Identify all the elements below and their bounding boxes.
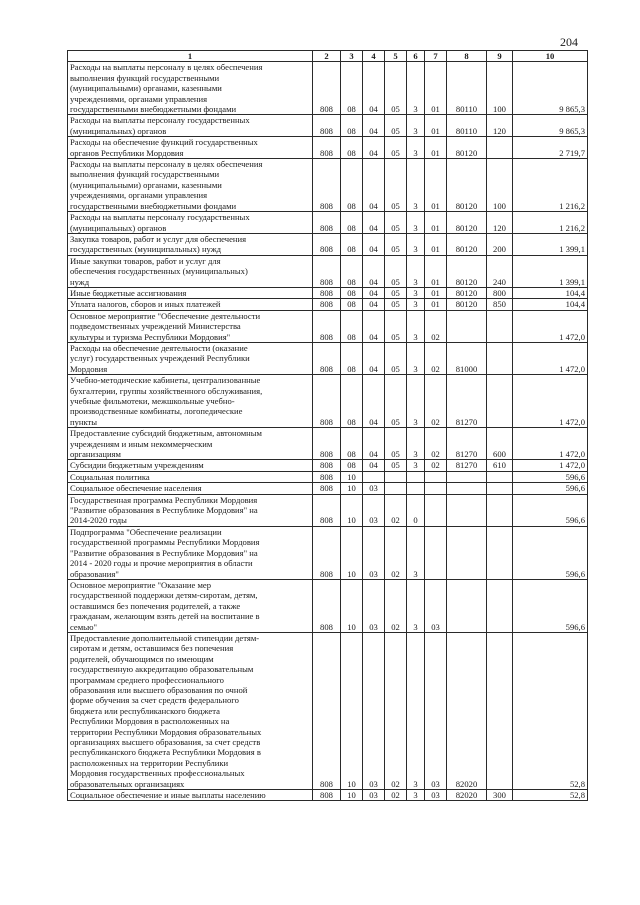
row-code: 02 bbox=[385, 494, 407, 526]
row-code: 808 bbox=[313, 790, 341, 801]
row-code: 08 bbox=[341, 62, 363, 115]
row-code: 04 bbox=[363, 342, 385, 374]
row-code: 08 bbox=[341, 233, 363, 255]
row-code: 03 bbox=[425, 790, 447, 801]
row-code bbox=[425, 471, 447, 482]
row-code: 05 bbox=[385, 212, 407, 234]
row-code bbox=[487, 526, 513, 579]
row-code bbox=[363, 471, 385, 482]
table-row bbox=[68, 62, 588, 115]
row-code: 3 bbox=[407, 375, 425, 428]
row-amount: 1 472,0 bbox=[513, 460, 588, 471]
row-amount: 104,4 bbox=[513, 299, 588, 310]
row-amount: 1 216,2 bbox=[513, 159, 588, 212]
row-code: 01 bbox=[425, 115, 447, 137]
row-code: 04 bbox=[363, 137, 385, 159]
row-code: 808 bbox=[313, 483, 341, 494]
row-code bbox=[447, 526, 487, 579]
row-code: 808 bbox=[313, 342, 341, 374]
row-description: Подпрограмма "Обеспечение реализации государственной программы Республики Мордовия "Развитие образования в Республике Мордовия" на 2014 - 2020 годы и прочие мероприятия в области образования" bbox=[68, 526, 313, 579]
row-code: 3 bbox=[407, 342, 425, 374]
row-code: 808 bbox=[313, 310, 341, 342]
row-code: 03 bbox=[425, 632, 447, 789]
row-code bbox=[385, 471, 407, 482]
row-code: 3 bbox=[407, 159, 425, 212]
row-code bbox=[425, 483, 447, 494]
row-description: Расходы на обеспечение функций государственных органов Республики Мордовия bbox=[68, 137, 313, 159]
row-code: 04 bbox=[363, 159, 385, 212]
table-row bbox=[68, 310, 588, 342]
row-description: Расходы на обеспечение деятельности (оказание услуг) государственных учреждений Республики Мордовия bbox=[68, 342, 313, 374]
row-amount: 1 399,1 bbox=[513, 233, 588, 255]
row-code bbox=[487, 579, 513, 632]
row-code: 02 bbox=[385, 790, 407, 801]
row-description: Уплата налогов, сборов и иных платежей bbox=[68, 299, 313, 310]
row-code: 05 bbox=[385, 460, 407, 471]
row-code bbox=[447, 494, 487, 526]
row-code bbox=[487, 471, 513, 482]
row-code: 01 bbox=[425, 212, 447, 234]
row-code: 240 bbox=[487, 255, 513, 287]
row-code: 80120 bbox=[447, 233, 487, 255]
table-row bbox=[68, 342, 588, 374]
row-description: Учебно-методические кабинеты, централизованные бухгалтерии, группы хозяйственного обслуживания, учебные фильмотеки, межшкольные учебно- производственные комбинаты, логопедические пункты bbox=[68, 375, 313, 428]
row-description: Основное мероприятие "Оказание мер государственной поддержки детям-сиротам, детям, оставшимся без попечения родителей, а также гражданам, желающим взять детей на воспитание в семью" bbox=[68, 579, 313, 632]
row-code: 120 bbox=[487, 212, 513, 234]
row-code: 03 bbox=[363, 483, 385, 494]
row-amount: 1 216,2 bbox=[513, 212, 588, 234]
row-code bbox=[425, 494, 447, 526]
row-amount: 596,6 bbox=[513, 526, 588, 579]
row-code: 3 bbox=[407, 299, 425, 310]
row-code: 05 bbox=[385, 115, 407, 137]
row-code: 3 bbox=[407, 579, 425, 632]
table-row bbox=[68, 526, 588, 579]
row-code: 82020 bbox=[447, 790, 487, 801]
row-description: Социальное обеспечение населения bbox=[68, 483, 313, 494]
row-code: 02 bbox=[425, 460, 447, 471]
row-code: 10 bbox=[341, 579, 363, 632]
column-header: 6 bbox=[407, 51, 425, 62]
row-code: 81000 bbox=[447, 342, 487, 374]
column-header: 4 bbox=[363, 51, 385, 62]
column-header: 7 bbox=[425, 51, 447, 62]
budget-table bbox=[67, 50, 588, 801]
row-code: 03 bbox=[363, 632, 385, 789]
row-code: 80120 bbox=[447, 137, 487, 159]
row-amount: 52,8 bbox=[513, 632, 588, 789]
row-code bbox=[487, 632, 513, 789]
row-code: 10 bbox=[341, 471, 363, 482]
row-code: 03 bbox=[425, 579, 447, 632]
row-code: 04 bbox=[363, 460, 385, 471]
row-code bbox=[487, 483, 513, 494]
row-description: Иные закупки товаров, работ и услуг для обеспечения государственных (муниципальных) нужд bbox=[68, 255, 313, 287]
row-code: 01 bbox=[425, 233, 447, 255]
row-code bbox=[447, 471, 487, 482]
column-header: 8 bbox=[447, 51, 487, 62]
row-code: 08 bbox=[341, 299, 363, 310]
table-row bbox=[68, 460, 588, 471]
row-description: Расходы на выплаты персоналу в целях обеспечения выполнения функций государственными (муниципальными) органами, казенными учреждениями, органами управления государственными внебюджетными фондами bbox=[68, 62, 313, 115]
row-code: 3 bbox=[407, 255, 425, 287]
row-code: 05 bbox=[385, 299, 407, 310]
row-code: 808 bbox=[313, 428, 341, 460]
row-code: 02 bbox=[385, 526, 407, 579]
row-code: 02 bbox=[385, 579, 407, 632]
row-description: Закупка товаров, работ и услуг для обеспечения государственных (муниципальных) нужд bbox=[68, 233, 313, 255]
row-code: 04 bbox=[363, 62, 385, 115]
row-code bbox=[407, 483, 425, 494]
row-amount: 1 472,0 bbox=[513, 375, 588, 428]
row-code: 05 bbox=[385, 159, 407, 212]
row-code: 3 bbox=[407, 233, 425, 255]
row-code: 04 bbox=[363, 428, 385, 460]
table-row bbox=[68, 483, 588, 494]
row-code: 02 bbox=[425, 428, 447, 460]
table-row bbox=[68, 159, 588, 212]
table-body bbox=[68, 62, 588, 801]
column-header: 3 bbox=[341, 51, 363, 62]
table-row bbox=[68, 255, 588, 287]
table-row bbox=[68, 428, 588, 460]
row-code: 08 bbox=[341, 310, 363, 342]
row-code: 02 bbox=[425, 375, 447, 428]
row-amount: 1 472,0 bbox=[513, 428, 588, 460]
row-code: 80110 bbox=[447, 115, 487, 137]
row-code: 100 bbox=[487, 159, 513, 212]
row-code: 10 bbox=[341, 790, 363, 801]
row-description: Предоставление субсидий бюджетным, автономным учреждениям и иным некоммерческим организациям bbox=[68, 428, 313, 460]
row-amount: 596,6 bbox=[513, 483, 588, 494]
row-amount: 9 865,3 bbox=[513, 62, 588, 115]
row-code: 08 bbox=[341, 428, 363, 460]
row-code bbox=[487, 310, 513, 342]
row-code: 08 bbox=[341, 212, 363, 234]
row-code bbox=[487, 375, 513, 428]
row-code: 08 bbox=[341, 137, 363, 159]
column-header: 9 bbox=[487, 51, 513, 62]
row-code: 08 bbox=[341, 115, 363, 137]
row-code: 04 bbox=[363, 299, 385, 310]
row-code: 610 bbox=[487, 460, 513, 471]
row-amount: 104,4 bbox=[513, 287, 588, 298]
table-row bbox=[68, 375, 588, 428]
row-code: 3 bbox=[407, 62, 425, 115]
row-code: 808 bbox=[313, 159, 341, 212]
row-code: 808 bbox=[313, 494, 341, 526]
row-code: 05 bbox=[385, 375, 407, 428]
row-code: 05 bbox=[385, 342, 407, 374]
row-code: 03 bbox=[363, 579, 385, 632]
row-code: 01 bbox=[425, 159, 447, 212]
row-code: 05 bbox=[385, 428, 407, 460]
table-row bbox=[68, 579, 588, 632]
row-code: 05 bbox=[385, 233, 407, 255]
row-code: 3 bbox=[407, 137, 425, 159]
table-row bbox=[68, 632, 588, 789]
row-code: 80120 bbox=[447, 212, 487, 234]
row-amount: 2 719,7 bbox=[513, 137, 588, 159]
row-code: 01 bbox=[425, 287, 447, 298]
row-code: 80120 bbox=[447, 287, 487, 298]
row-amount: 1 472,0 bbox=[513, 342, 588, 374]
row-code: 81270 bbox=[447, 375, 487, 428]
row-code: 04 bbox=[363, 233, 385, 255]
row-code: 808 bbox=[313, 212, 341, 234]
row-code: 04 bbox=[363, 255, 385, 287]
row-code: 3 bbox=[407, 212, 425, 234]
row-code: 3 bbox=[407, 310, 425, 342]
row-code bbox=[447, 483, 487, 494]
row-code: 808 bbox=[313, 460, 341, 471]
row-code: 808 bbox=[313, 299, 341, 310]
row-code: 05 bbox=[385, 255, 407, 287]
row-code: 600 bbox=[487, 428, 513, 460]
row-code: 808 bbox=[313, 579, 341, 632]
row-code bbox=[487, 137, 513, 159]
row-code: 808 bbox=[313, 62, 341, 115]
row-code: 01 bbox=[425, 255, 447, 287]
row-code: 03 bbox=[363, 790, 385, 801]
row-code bbox=[447, 579, 487, 632]
row-amount: 1 399,1 bbox=[513, 255, 588, 287]
row-code: 05 bbox=[385, 310, 407, 342]
row-description: Основное мероприятие "Обеспечение деятельности подведомственных учреждений Министерства культуры и туризма Республики Мордовия" bbox=[68, 310, 313, 342]
row-code: 808 bbox=[313, 632, 341, 789]
row-code: 08 bbox=[341, 159, 363, 212]
column-header: 1 bbox=[68, 51, 313, 62]
row-code: 10 bbox=[341, 494, 363, 526]
row-code: 808 bbox=[313, 526, 341, 579]
row-code: 808 bbox=[313, 255, 341, 287]
row-code: 100 bbox=[487, 62, 513, 115]
row-code: 800 bbox=[487, 287, 513, 298]
row-amount: 52,8 bbox=[513, 790, 588, 801]
row-code: 02 bbox=[425, 342, 447, 374]
page-number: 204 bbox=[560, 35, 578, 49]
row-description: Субсидии бюджетным учреждениям bbox=[68, 460, 313, 471]
table-row bbox=[68, 299, 588, 310]
row-code: 0 bbox=[407, 494, 425, 526]
row-code: 01 bbox=[425, 137, 447, 159]
row-code: 80120 bbox=[447, 299, 487, 310]
table-row bbox=[68, 212, 588, 234]
row-code: 3 bbox=[407, 460, 425, 471]
row-code: 80110 bbox=[447, 62, 487, 115]
row-code: 08 bbox=[341, 342, 363, 374]
row-code: 10 bbox=[341, 526, 363, 579]
row-code: 808 bbox=[313, 137, 341, 159]
table-row bbox=[68, 115, 588, 137]
row-code: 01 bbox=[425, 299, 447, 310]
row-code: 3 bbox=[407, 428, 425, 460]
row-description: Социальная политика bbox=[68, 471, 313, 482]
row-code: 10 bbox=[341, 483, 363, 494]
row-code bbox=[425, 526, 447, 579]
row-code: 3 bbox=[407, 632, 425, 789]
row-code: 80120 bbox=[447, 255, 487, 287]
row-code: 3 bbox=[407, 790, 425, 801]
row-description: Расходы на выплаты персоналу государственных (муниципальных) органов bbox=[68, 212, 313, 234]
row-code: 81270 bbox=[447, 460, 487, 471]
row-code: 300 bbox=[487, 790, 513, 801]
row-code: 01 bbox=[425, 62, 447, 115]
row-code: 05 bbox=[385, 62, 407, 115]
row-code: 08 bbox=[341, 460, 363, 471]
table-row bbox=[68, 287, 588, 298]
row-amount: 596,6 bbox=[513, 579, 588, 632]
row-code bbox=[407, 471, 425, 482]
row-code: 10 bbox=[341, 632, 363, 789]
row-code: 80120 bbox=[447, 159, 487, 212]
row-code bbox=[385, 483, 407, 494]
row-code: 04 bbox=[363, 310, 385, 342]
table-row bbox=[68, 494, 588, 526]
row-amount: 596,6 bbox=[513, 494, 588, 526]
row-code: 05 bbox=[385, 137, 407, 159]
row-code: 04 bbox=[363, 375, 385, 428]
row-code: 82020 bbox=[447, 632, 487, 789]
row-code bbox=[487, 342, 513, 374]
column-header: 5 bbox=[385, 51, 407, 62]
row-code: 04 bbox=[363, 115, 385, 137]
row-code bbox=[487, 494, 513, 526]
row-code: 04 bbox=[363, 212, 385, 234]
row-code: 81270 bbox=[447, 428, 487, 460]
row-code: 808 bbox=[313, 471, 341, 482]
table-row bbox=[68, 233, 588, 255]
row-code: 04 bbox=[363, 287, 385, 298]
row-code: 02 bbox=[385, 632, 407, 789]
table-header-row bbox=[68, 51, 588, 62]
row-code bbox=[447, 310, 487, 342]
row-description: Расходы на выплаты персоналу в целях обеспечения выполнения функций государственными (муниципальными) органами, казенными учреждениями, органами управления государственными внебюджетными фондами bbox=[68, 159, 313, 212]
column-header: 10 bbox=[513, 51, 588, 62]
row-code: 3 bbox=[407, 526, 425, 579]
row-amount: 9 865,3 bbox=[513, 115, 588, 137]
row-code: 08 bbox=[341, 375, 363, 428]
row-code: 08 bbox=[341, 255, 363, 287]
table-row bbox=[68, 471, 588, 482]
row-description: Иные бюджетные ассигнования bbox=[68, 287, 313, 298]
row-code: 808 bbox=[313, 287, 341, 298]
row-code: 03 bbox=[363, 494, 385, 526]
row-description: Государственная программа Республики Мордовия "Развитие образования в Республике Мордовия" на 2014-2020 годы bbox=[68, 494, 313, 526]
row-code: 808 bbox=[313, 115, 341, 137]
row-code: 808 bbox=[313, 233, 341, 255]
table-row bbox=[68, 137, 588, 159]
row-code: 200 bbox=[487, 233, 513, 255]
row-code: 08 bbox=[341, 287, 363, 298]
row-code: 3 bbox=[407, 115, 425, 137]
row-description: Расходы на выплаты персоналу государственных (муниципальных) органов bbox=[68, 115, 313, 137]
row-amount: 1 472,0 bbox=[513, 310, 588, 342]
row-code: 02 bbox=[425, 310, 447, 342]
row-code: 120 bbox=[487, 115, 513, 137]
row-description: Социальное обеспечение и иные выплаты населению bbox=[68, 790, 313, 801]
row-code: 808 bbox=[313, 375, 341, 428]
row-description: Предоставление дополнительной стипендии детям- сиротам и детям, оставшимся без попечения родителей, обучающимся по имеющим государственную аккредитацию образовательным программам среднего профессионального образования или высшего образования по очной форме обучения за счет средств федерального бюджета или республиканского бюджета Республики Мордовия в расположенных на территории Республики Мордовия образовательных организациях высшего образования, за счет средств республиканского бюджета Республики Мордовия в расположенных на территории Республики Мордовия государственных профессиональных образовательных организациях bbox=[68, 632, 313, 789]
column-header: 2 bbox=[313, 51, 341, 62]
row-code: 03 bbox=[363, 526, 385, 579]
row-code: 05 bbox=[385, 287, 407, 298]
row-code: 850 bbox=[487, 299, 513, 310]
row-code: 3 bbox=[407, 287, 425, 298]
table-row bbox=[68, 790, 588, 801]
row-amount: 596,6 bbox=[513, 471, 588, 482]
